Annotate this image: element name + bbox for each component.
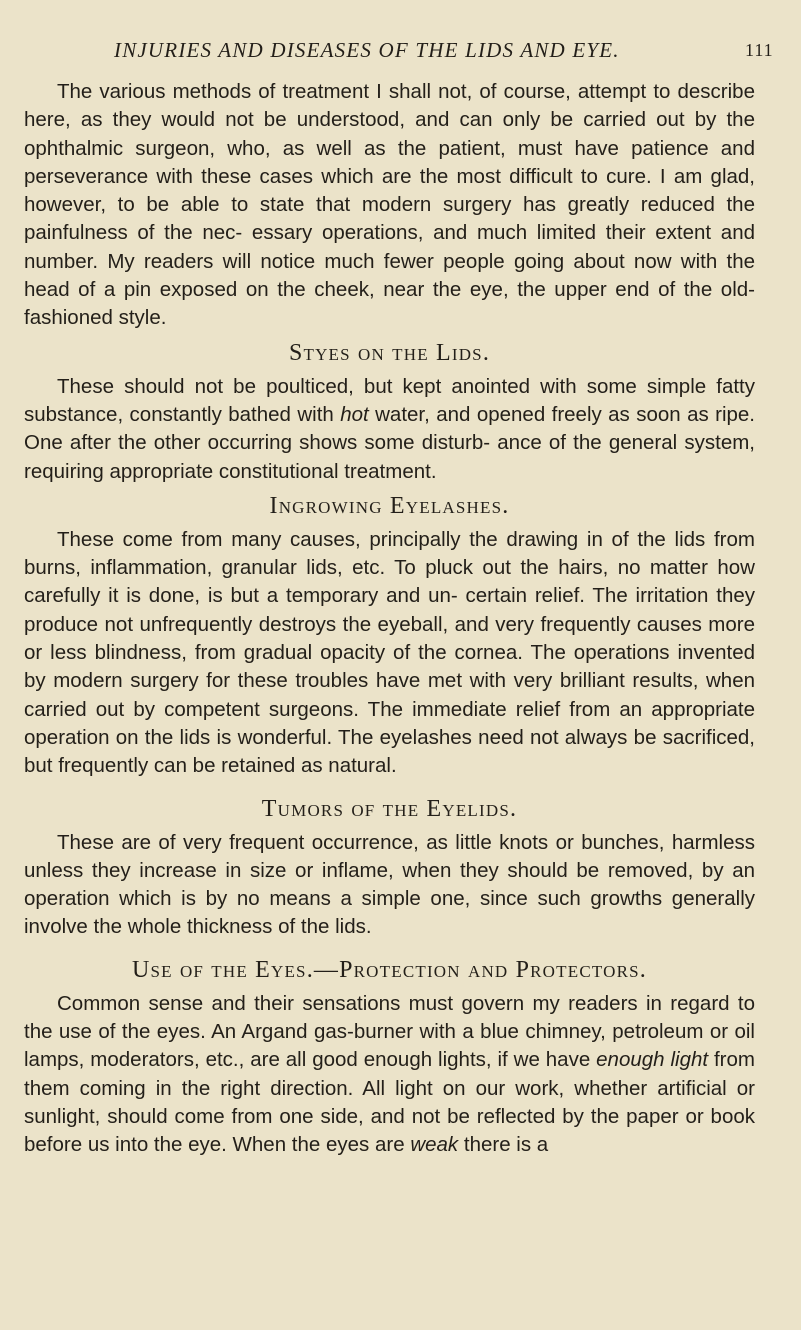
paragraph-treatment-methods: The various methods of treatment I shall not, of course, attempt to describe here, as they would not be understood, and can only be carried out by the ophthalmic surgeon, who, as well as the patient, must have patience and perseverance with these cases which are the most difficult to cure. I am glad, however, to be able to state that modern surgery has greatly reduced the painfulness of the nec- essary operations, and much limited their extent and number. My readers will notice much fewer people going about now with the head of a pin exposed on the cheek, near the eye, the upper end of the old-fashioned style. (24, 80, 755, 330)
heading-use-of-eyes: Use of the Eyes.—Protection and Protectors. (131, 956, 648, 983)
text-span: water, and opened freely as soon as ripe. One after the other occurring shows some disturb- ance of the general system, requiring appropriate constitutional treatment. (24, 402, 755, 483)
paragraph-use-of-eyes (24, 990, 755, 1160)
heading-tumors: Tumors of the Eyelids. (261, 795, 518, 822)
emphasis-weak: weak (410, 1133, 459, 1157)
paragraph-styes (24, 373, 755, 486)
emphasis-hot: hot (340, 402, 369, 426)
heading-ingrowing-eyelashes: Ingrowing Eyelashes. (269, 492, 510, 519)
paragraph-ingrowing-eyelashes: These come from many causes, principally the drawing in of the lids from burns, inflammation, granular lids, etc. To pluck out the hairs, no matter how carefully it is done, is but a temporary and un- certain relief. The irritation they produce not unfrequently destroys the eyeball, and very frequently causes more or less blindness, from gradual opacity of the cornea. The operations invented by modern surgery for these troubles have met with very brilliant results, when carried out by competent surgeons. The immediate relief from an appropriate operation on the lids is wonderful. The eyelashes need not always be sacrificed, but frequently can be retained as natural. (24, 527, 755, 778)
paragraph-tumors: These are of very frequent occurrence, as little knots or bunches, harmless unless they increase in size or inflame, when they should be removed, by an operation which is by no means a simple one, since such growths generally involve the whole thickness of the lids. (24, 830, 755, 939)
page-number: 111 (745, 40, 774, 60)
text-span: These should not be poulticed, but kept anointed with some simple fatty substance, constantly bathed with (24, 374, 755, 426)
text-span: Common sense and their sensations must govern my readers in regard to the use of the eyes. An Argand gas-burner with a blue chimney, petroleum or oil lamps, moderators, etc., are all good enough lights, if we have (24, 991, 755, 1072)
heading-styes: Styes on the Lids. (288, 339, 491, 366)
page-body (24, 78, 755, 1160)
text-span: from them coming in the right direction. All light on our work, whether artificial or sunlight, should come from one side, and not be reflected by the paper or book before us into the eye. When the eyes are (24, 1048, 755, 1157)
text-span: there is a (458, 1133, 549, 1157)
running-title: INJURIES AND DISEASES OF THE LIDS AND EYE. (114, 38, 620, 62)
emphasis-enough-light: enough light (596, 1048, 709, 1072)
